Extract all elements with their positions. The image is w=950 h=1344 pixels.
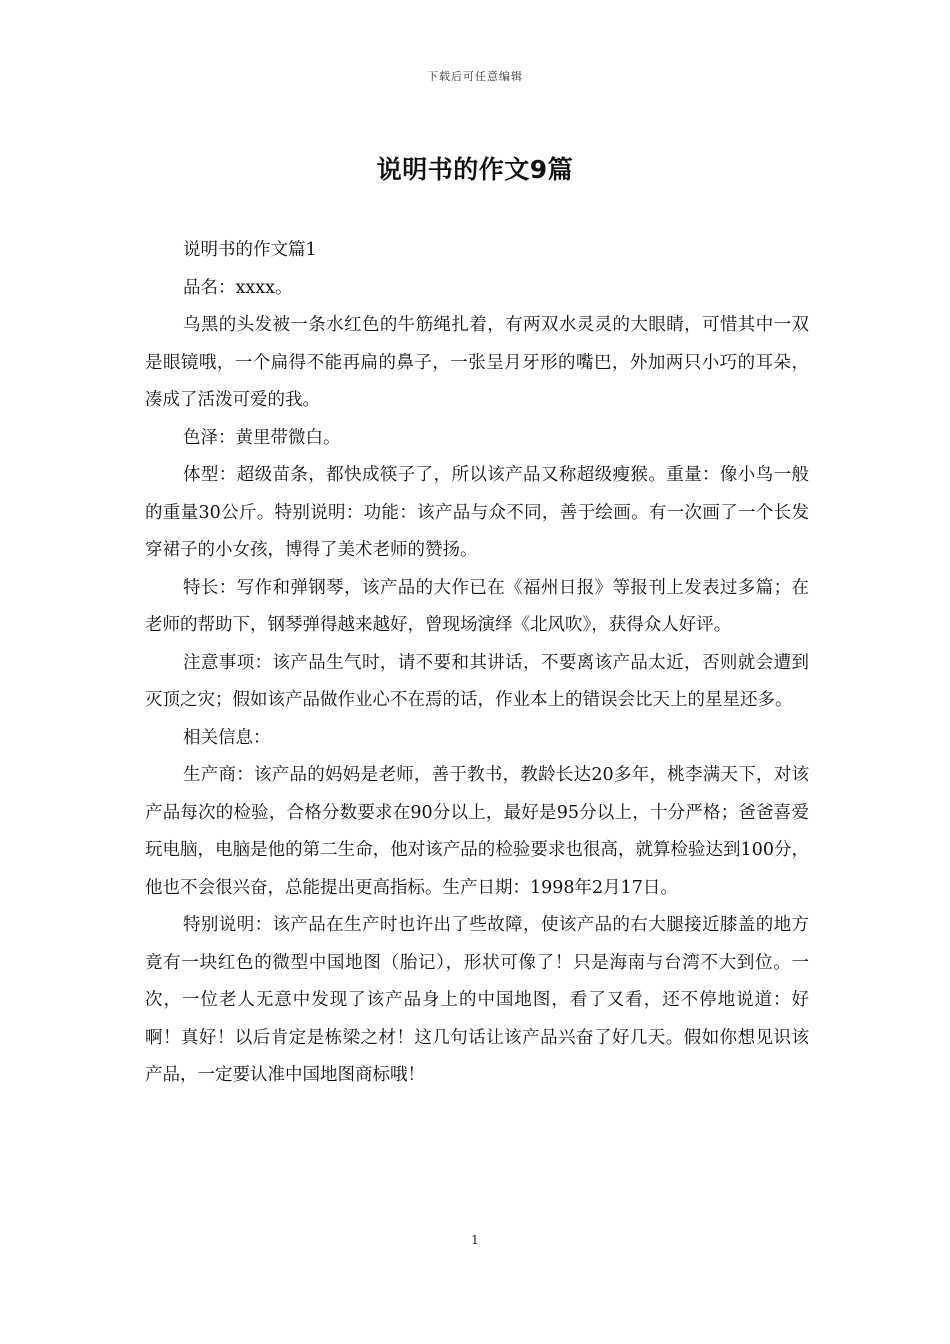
- page-number: 1: [471, 1233, 479, 1247]
- color-paragraph: 色泽：黄里带微白。: [183, 427, 341, 448]
- specialty-paragraph: 特长：写作和弹钢琴，该产品的大作已在《福州日报》等报刊上发表过多篇；在老师的帮助下，钢琴弹得越来越好，曾现场演绎《北风吹》，获得众人好评。: [145, 577, 809, 635]
- notes-paragraph: 注意事项：该产品生气时，请不要和其讲话，不要离该产品太近，否则就会遭到灭顶之灾；假如该产品做作业心不在焉的话，作业本上的错误会比天上的星星还多。: [145, 652, 809, 710]
- section-heading: 说明书的作文篇1: [183, 240, 317, 260]
- page-header: 下载后可任意编辑: [427, 70, 523, 83]
- manufacturer-paragraph: 生产商：该产品的妈妈是老师，善于教书，教龄长达20多年，桃李满天下，对该产品每次的检验，合格分数要求在90分以上，最好是95分以上，十分严格；爸爸喜爱玩电脑，电脑是他的第二生命，他对该产品的检验要求也很高，就算检验达到100分，他也不会很兴奋，总能提出更高指标。生产日期：1998年2月17日。: [145, 765, 809, 898]
- document-title: 说明书的作文9篇: [376, 155, 574, 184]
- special-note-paragraph: 特别说明：该产品在生产时也许出了些故障，使该产品的右大腿接近膝盖的地方竟有一块红色的微型中国地图（胎记），形状可像了！只是海南与台湾不大到位。一次，一位老人无意中发现了该产品身上的中国地图，看了又看，还不停地说道：好啊！真好！以后肯定是栋梁之材！这几句话让该产品兴奋了好几天。假如你想见识该产品，一定要认准中国地图商标哦！: [145, 915, 809, 1085]
- related-info-paragraph: 相关信息：: [183, 727, 271, 748]
- body-type-paragraph: 体型：超级苗条，都快成筷子了，所以该产品又称超级瘦猴。重量：像小鸟一般的重量30公斤。特别说明：功能：该产品与众不同，善于绘画。有一次画了一个长发穿裙子的小女孩，博得了美术老师的赞扬。: [145, 465, 809, 560]
- document-body: [145, 232, 809, 1095]
- product-name-paragraph: 品名：xxxx。: [183, 277, 293, 298]
- appearance-paragraph: 乌黑的头发被一条水红色的牛筋绳扎着，有两双水灵灵的大眼睛，可惜其中一双是眼镜哦，一个扁得不能再扁的鼻子，一张呈月牙形的嘴巴，外加两只小巧的耳朵，凑成了活泼可爱的我。: [145, 315, 809, 410]
